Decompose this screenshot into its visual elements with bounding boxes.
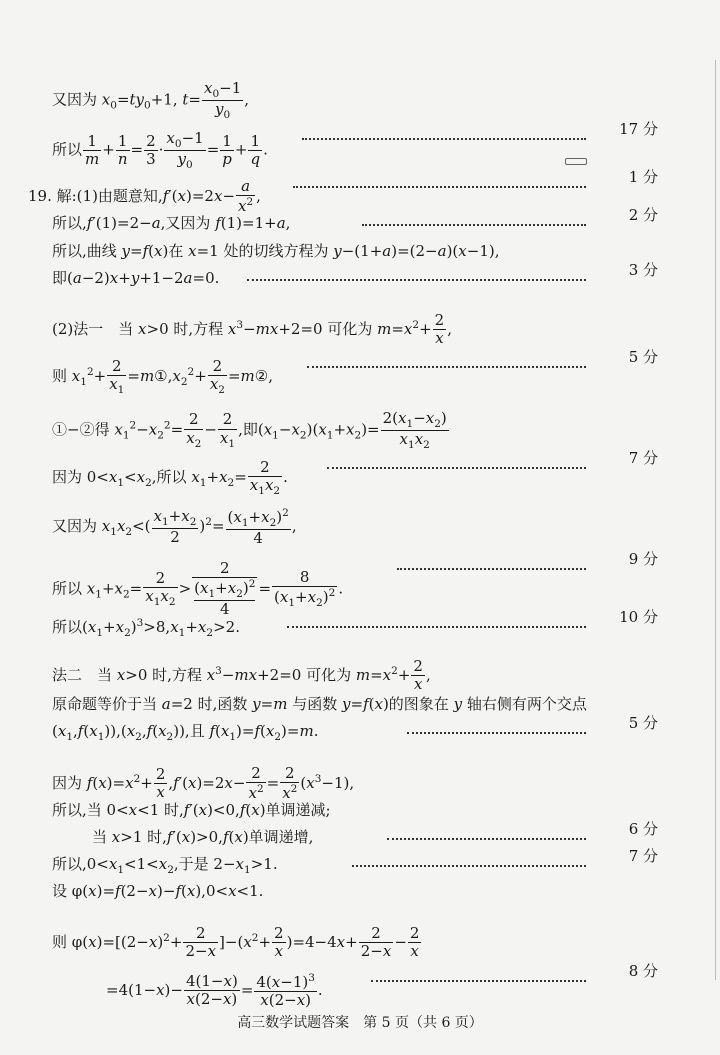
solution-line: 则 $x_1^2+$ $\frac{2}{x_1}$ $=m①,x_2^2+$ $\frac{2}{x_2}$ =m②, 5 分 <box>52 348 658 397</box>
page-edge <box>715 60 716 980</box>
solution-line: 所以$,0<x_1<1<x_2$,于是 $2-x_1>1$. 7 分 <box>52 847 658 876</box>
solution-line: 19. 解:(1)由题意知,f′(x)=2x− $\frac{a}{x^2}$ , 1 分 <box>28 168 658 216</box>
solution-line: 当 x>1 时,f′(x)>0,f(x)单调递增, 6 分 <box>92 820 658 846</box>
solution-line: 原命题等价于当 a=2 时,函数 y=m 与函数 y=f(x)的图象在 y 轴右侧有两个交点 <box>52 695 587 713</box>
score: 7 分 <box>628 847 658 865</box>
solution-line: 所以,当 0<x<1 时,f′(x)<0,f(x)单调递减; <box>52 801 331 819</box>
solution-line: =4(1−x)− $\frac{4(1-x)}{x(2-x)}$ = $\frac{4(x-1)^3}{x(2-x)}$ . 8 分 <box>106 962 658 1010</box>
score: 6 分 <box>628 820 658 838</box>
score: 17 分 <box>619 120 658 138</box>
solution-line: 所以 $x_1+x_2=$ $\frac{2}{x_1x_2}$ > 2 $(x_1+x_2)^2$ 4 = $\frac{8}{(x_1+x_2)^2}$ . 9 分 <box>52 550 658 619</box>
solution-line: 所以,f′(1)=2−a,又因为 f(1)=1+a, 2 分 <box>52 206 658 232</box>
solution-line: ①−②得 $x_1^2-x_2^2=$ $\frac{2}{x_2}$ − $\frac{2}{x_1}$ ,即$(x_1-x_2)(x_1+x_2)=$ $\frac{2(x_1-x_2)}{x_1x_2}$ <box>52 409 447 452</box>
score: 7 分 <box>628 449 658 467</box>
solution-line: 所以,曲线 y=f(x)在 x=1 处的切线方程为 y−(1+a)=(2−a)(x−1), <box>52 242 500 260</box>
solution-line: 法二 当 x>0 时,方程 $x^3-mx+2=0$ 可化为 $m=x^2+$ $\frac{2}{x}$ , <box>52 657 431 694</box>
score: 5 分 <box>628 714 658 732</box>
solution-line: 又因为 $x_1x_2<$( $\frac{x_1+x_2}{2}$ )$^2$= $\frac{(x_1+x_2)^2}{4}$ , <box>52 507 297 548</box>
score: 5 分 <box>628 348 658 366</box>
solution-line: 因为 $0<x_1<x_2$,所以 $x_1+x_2=$ $\frac{2}{x_1x_2}$ . 7 分 <box>52 449 658 498</box>
solution-line: 因为 $f(x)=x^2+$ $\frac{2}{x}$ ,f′(x)=2x− $\frac{2}{x^2}$ = $\frac{2}{x^2}$ $(x^3-1)$, <box>52 764 355 803</box>
score: 3 分 <box>628 261 658 279</box>
score: 9 分 <box>628 550 658 568</box>
solution-line: 则 $\varphi(x)=[(2-x)^2+$ $\frac{2}{2-x}$ ]$-(x^2+$ $\frac{2}{x}$ )=4−4x+ $\frac{2}{2-x}$ − $\frac{2}{x}$ <box>52 924 420 961</box>
score: 1 分 <box>628 168 658 186</box>
score: 10 分 <box>619 608 658 626</box>
page-footer: 高三数学试题答案 第 5 页（共 6 页） <box>237 1015 483 1031</box>
solution-line: 所以 $\frac{1}{m}$ + $\frac{1}{n}$ = $\frac{2}{3}$ · $\frac{x_0-1}{y_0}$ = $\frac{1}{p}$ + $\frac{1}{q}$ . 17 分 <box>52 120 658 172</box>
score: 2 分 <box>628 206 658 224</box>
scan-mark <box>565 158 587 165</box>
solution-line: 所以$(x_1+x_2)^3>8,x_1+x_2>2$. 10 分 <box>52 608 658 639</box>
solution-line: (2)法一 当 x>0 时,方程 $x^3-mx+2=0$ 可化为 $m=x^2+$ $\frac{2}{x}$ , <box>52 311 452 348</box>
solution-line: 即(a−2)x+y+1−2a=0. 3 分 <box>52 261 658 287</box>
score: 8 分 <box>628 962 658 980</box>
solution-line: 又因为 $x_0=ty_0+1$, t= $\frac{x_0-1}{y_0}$ , <box>52 79 250 122</box>
solution-line: 设 φ(x)=f(2−x)−f(x),0<x<1. <box>52 882 264 900</box>
solution-line: $(x_1,f(x_1)),(x_2,f(x_2))$,且 $f(x_1)=f(x_2)=m$. 5 分 <box>52 714 658 743</box>
